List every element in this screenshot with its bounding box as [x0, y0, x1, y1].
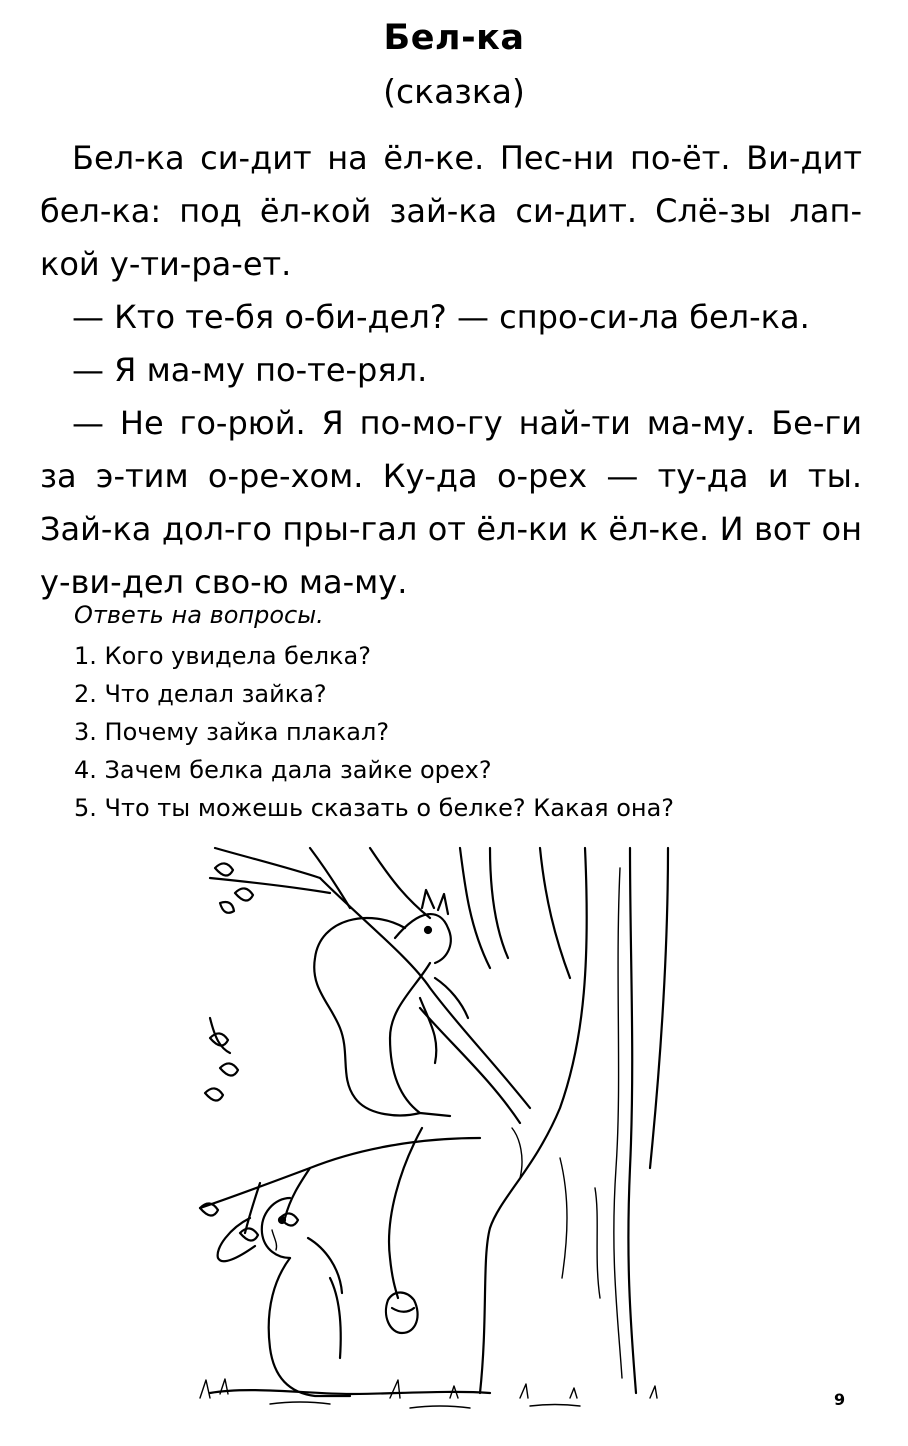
lower-branch — [200, 1018, 480, 1241]
questions-block — [74, 596, 834, 827]
page-number: 9 — [834, 1390, 846, 1409]
question-item: 2. Что делал зайка? — [74, 680, 327, 708]
story-title: Бел-ка — [383, 18, 525, 58]
bunny — [210, 1198, 490, 1396]
questions-list — [74, 637, 834, 827]
story-dialogue-line: — Я ма-му по-те-рял. — [72, 351, 428, 389]
story-dialogue-line: — Кто те-бя о-би-дел? — спро-си-ла бел-ка. — [72, 298, 810, 336]
question-item: 1. Кого увидела белка? — [74, 642, 371, 670]
questions-heading: Ответь на вопросы. — [74, 601, 324, 629]
question-item: 3. Почему зайка плакал? — [74, 718, 390, 746]
tree-trunk — [480, 848, 636, 1393]
squirrel — [314, 890, 468, 1116]
tree-branches — [210, 848, 668, 1168]
story-subtitle: (сказка) — [383, 72, 525, 111]
ground-grass — [200, 1379, 657, 1408]
squirrel-bunny-illustration — [190, 838, 710, 1418]
question-item: 4. Зачем белка дала зайке орех? — [74, 756, 492, 784]
falling-nut — [386, 1128, 422, 1333]
story-text — [40, 132, 862, 609]
question-item: 5. Что ты можешь сказать о белке? Какая она? — [74, 794, 675, 822]
story-paragraph: Бел-ка си-дит на ёл-ке. Пес-ни по-ёт. Ви-дит бел-ка: под ёл-кой зай-ка си-дит. Слё-зы лап-кой у-ти-ра-ет. — [40, 139, 862, 283]
story-dialogue-line: — Не го-рюй. Я по-мо-гу най-ти ма-му. Бе-ги за э-тим о-ре-хом. Ку-да о-рех — ту-да и ты. Зай-ка дол-го пры-гал от ёл-ки к ёл-ке. И вот он у-ви-дел сво-ю ма-му. — [40, 404, 862, 601]
leaf-cluster-upper — [215, 863, 253, 912]
